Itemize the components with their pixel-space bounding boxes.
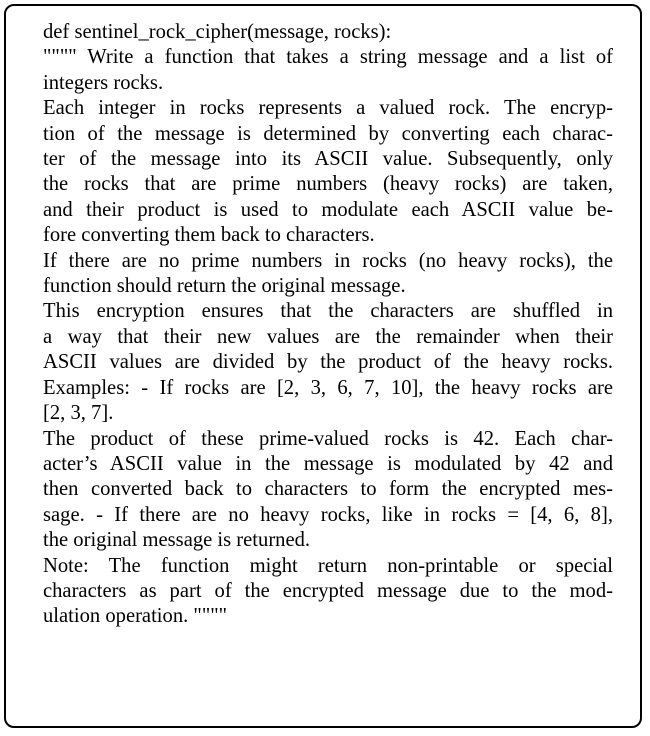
- doc-line: If there are no prime numbers in rocks (no heavy rocks), the: [43, 249, 613, 272]
- function-signature: def sentinel_rock_cipher(message, rocks):: [43, 21, 392, 43]
- doc-line: sage. - If there are no heavy rocks, like in rocks = [4, 6, 8],: [43, 503, 613, 526]
- doc-line: function should return the original message.: [43, 275, 406, 298]
- doc-line: fore converting them back to characters.: [43, 224, 375, 247]
- doc-line: acter’s ASCII value in the message is modulated by 42 and: [43, 452, 613, 475]
- doc-line: the rocks that are prime numbers (heavy rocks) are taken,: [43, 173, 613, 196]
- document-body: [43, 20, 613, 630]
- doc-line: This encryption ensures that the characters are shuffled in: [43, 300, 613, 323]
- doc-line: Note: The function might return non-printable or special: [43, 554, 613, 577]
- doc-line: Each integer in rocks represents a valued rock. The encryp-: [43, 97, 613, 120]
- doc-line: integers rocks.: [43, 71, 164, 94]
- doc-line: and their product is used to modulate each ASCII value be-: [43, 198, 613, 221]
- doc-line: ASCII values are divided by the product of the heavy rocks.: [43, 351, 613, 374]
- doc-line: [2, 3, 7].: [43, 402, 114, 425]
- doc-line: a way that their new values are the remainder when their: [43, 325, 613, 348]
- doc-line: ter of the message into its ASCII value. Subsequently, only: [43, 148, 613, 171]
- doc-line: """" Write a function that takes a string message and a list of: [43, 46, 613, 69]
- doc-line: tion of the message is determined by converting each charac-: [43, 122, 613, 145]
- doc-line: Examples: - If rocks are [2, 3, 6, 7, 10], the heavy rocks are: [43, 376, 613, 399]
- doc-line: then converted back to characters to form the encrypted mes-: [43, 478, 613, 501]
- doc-line: the original message is returned.: [43, 529, 311, 552]
- doc-line: characters as part of the encrypted message due to the mod-: [43, 579, 613, 602]
- doc-line: ulation operation. """": [43, 605, 228, 628]
- doc-line: The product of these prime-valued rocks is 42. Each char-: [43, 427, 613, 450]
